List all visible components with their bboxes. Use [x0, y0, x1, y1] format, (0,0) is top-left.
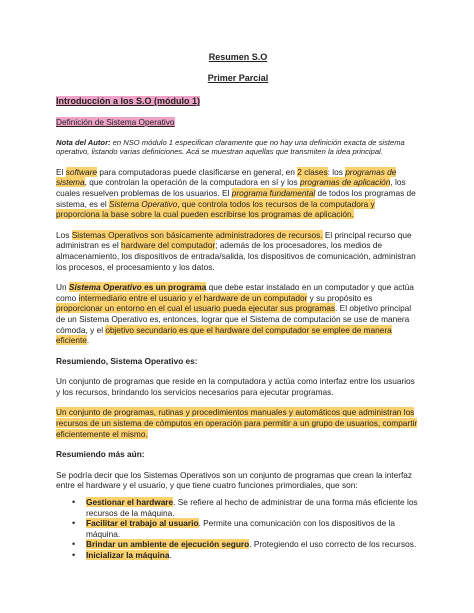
doc-title: Resumen S.O	[208, 52, 268, 62]
text-run: , que controlan la operación de la computadora en sí y los	[84, 177, 300, 188]
highlight-sistema-operativo-bold: Sistema Operativo	[68, 282, 142, 293]
text-run: Un	[56, 282, 69, 293]
highlight-programas-aplicacion: programas de aplicación	[300, 177, 391, 188]
text-run: . El objetivo principal de un Sistema Operativo es, entonces, lograr que el Sistema de computación se use de manera cómoda, y el	[56, 303, 412, 335]
note-label: Nota del Autor:	[56, 137, 111, 147]
text-run: ; además de los procesadores, los medios de almacenamiento, los dispositivos de entrada/salida, los dispositivos de comunicación, administran los procesos, el procesamiento y los datos.	[56, 240, 416, 272]
subsection-heading	[56, 117, 420, 128]
text-run: , los cuales resuelven problemas de los usuarios. El	[56, 177, 406, 198]
paragraph-6: Se podría decir que los Sistemas Operativos son un conjunto de programas que crean la interfaz entre el hardware y el usuario, y que tiene cuatro funciones primordiales, que son:	[56, 469, 413, 491]
highlight-administradores-recursos: Sistemas Operativos son básicamente administradores de recursos.	[71, 229, 323, 240]
list-item	[86, 539, 420, 550]
highlight-es-un-programa: es un programa	[141, 282, 207, 293]
highlight-programa-fundamental: programa fundamental	[231, 187, 316, 198]
text-run: El	[56, 166, 66, 177]
highlight-hardware-computador: hardware del computador	[121, 240, 216, 251]
section-heading	[56, 96, 420, 107]
highlight-paragraph-5: Un conjunto de programas, rutinas y procedimientos manuales y automáticos que administran los recursos de un sistema de cómputos en operación para permitir a un grupo de usuarios, compartir eficientemente el mismo.	[56, 407, 418, 439]
paragraph-4: Un conjunto de programas que reside en la computadora y actúa como interfaz entre los usuarios y los recursos, brindando los servicios necesarios para ejecutar programas.	[56, 376, 415, 397]
text-run: .	[86, 335, 90, 346]
bullet-label: Gestionar el hardware	[86, 497, 174, 508]
highlight-controla-recursos: , que controla todos los recursos de la computadora y proporciona la base sobre la cual pueden escribirse los programas de aplicación.	[56, 198, 375, 220]
author-note	[56, 138, 420, 157]
highlight-programas-sistema: programas de sistema	[56, 166, 397, 188]
list-item	[86, 497, 420, 518]
bullet-label: Inicializar la máquina	[86, 550, 170, 560]
functions-list	[56, 497, 420, 561]
text-run: para computadoras puede clasificarse en general, en	[97, 166, 298, 177]
text-run: : los	[327, 166, 346, 177]
resumiendo-heading-2: Resumiendo más aún:	[56, 449, 145, 460]
note-text: en NSO módulo 1 especifican claramente que no hay una definición exacta de sistema operativo, listando varias definiciones. Acá se muestran aquellas que transmiten la idea principal.	[56, 137, 405, 157]
bullet-text: .	[169, 550, 172, 560]
paragraph-2	[56, 230, 420, 272]
list-item	[86, 550, 420, 561]
highlight-objetivo-secundario: objetivo secundario es que el hardware del computador se emplee de manera eficiente	[56, 324, 392, 346]
text-run: El principal recurso que administran es el	[56, 229, 412, 251]
section-title: Introducción a los S.O (módulo 1)	[56, 96, 201, 106]
bullet-text: . Protegiendo el uso correcto de los recursos.	[249, 539, 417, 550]
bullet-text: . Se refiere al hecho de administrar de una forma más eficiente los recursos de la máquina.	[86, 497, 418, 518]
bullet-label: Brindar un ambiente de ejecución seguro	[86, 539, 250, 550]
text-run: que debe estar instalado en un computador y que actúa como	[56, 282, 414, 303]
bullet-label: Facilitar el trabajo al usuario	[86, 518, 199, 529]
subsection-title: Definición de Sistema Operativo	[56, 117, 175, 127]
list-item	[86, 518, 420, 539]
text-run: y su propósito es	[307, 292, 373, 303]
highlight-software: software	[65, 166, 98, 177]
paragraph-3	[56, 282, 420, 346]
highlight-sistema-operativo: Sistema Operativo	[109, 198, 178, 209]
paragraph-1	[56, 167, 420, 220]
paragraph-5	[56, 407, 420, 439]
highlight-entorno: proporcionar un entorno en el cual el usuario pueda ejecutar sus programas	[56, 303, 336, 314]
bullet-text: . Permite una comunicación con los dispositivos de la máquina.	[86, 518, 395, 539]
highlight-2-clases: 2 clases	[297, 166, 328, 177]
text-run: Los	[56, 229, 72, 240]
text-run: de todos los programas de sistema, es el	[56, 187, 416, 209]
resumiendo-heading-1: Resumiendo, Sistema Operativo es:	[56, 355, 198, 366]
highlight-intermediario: intermediario entre el usuario y el hardware de un computador	[78, 292, 308, 303]
doc-subtitle: Primer Parcial	[207, 73, 269, 83]
